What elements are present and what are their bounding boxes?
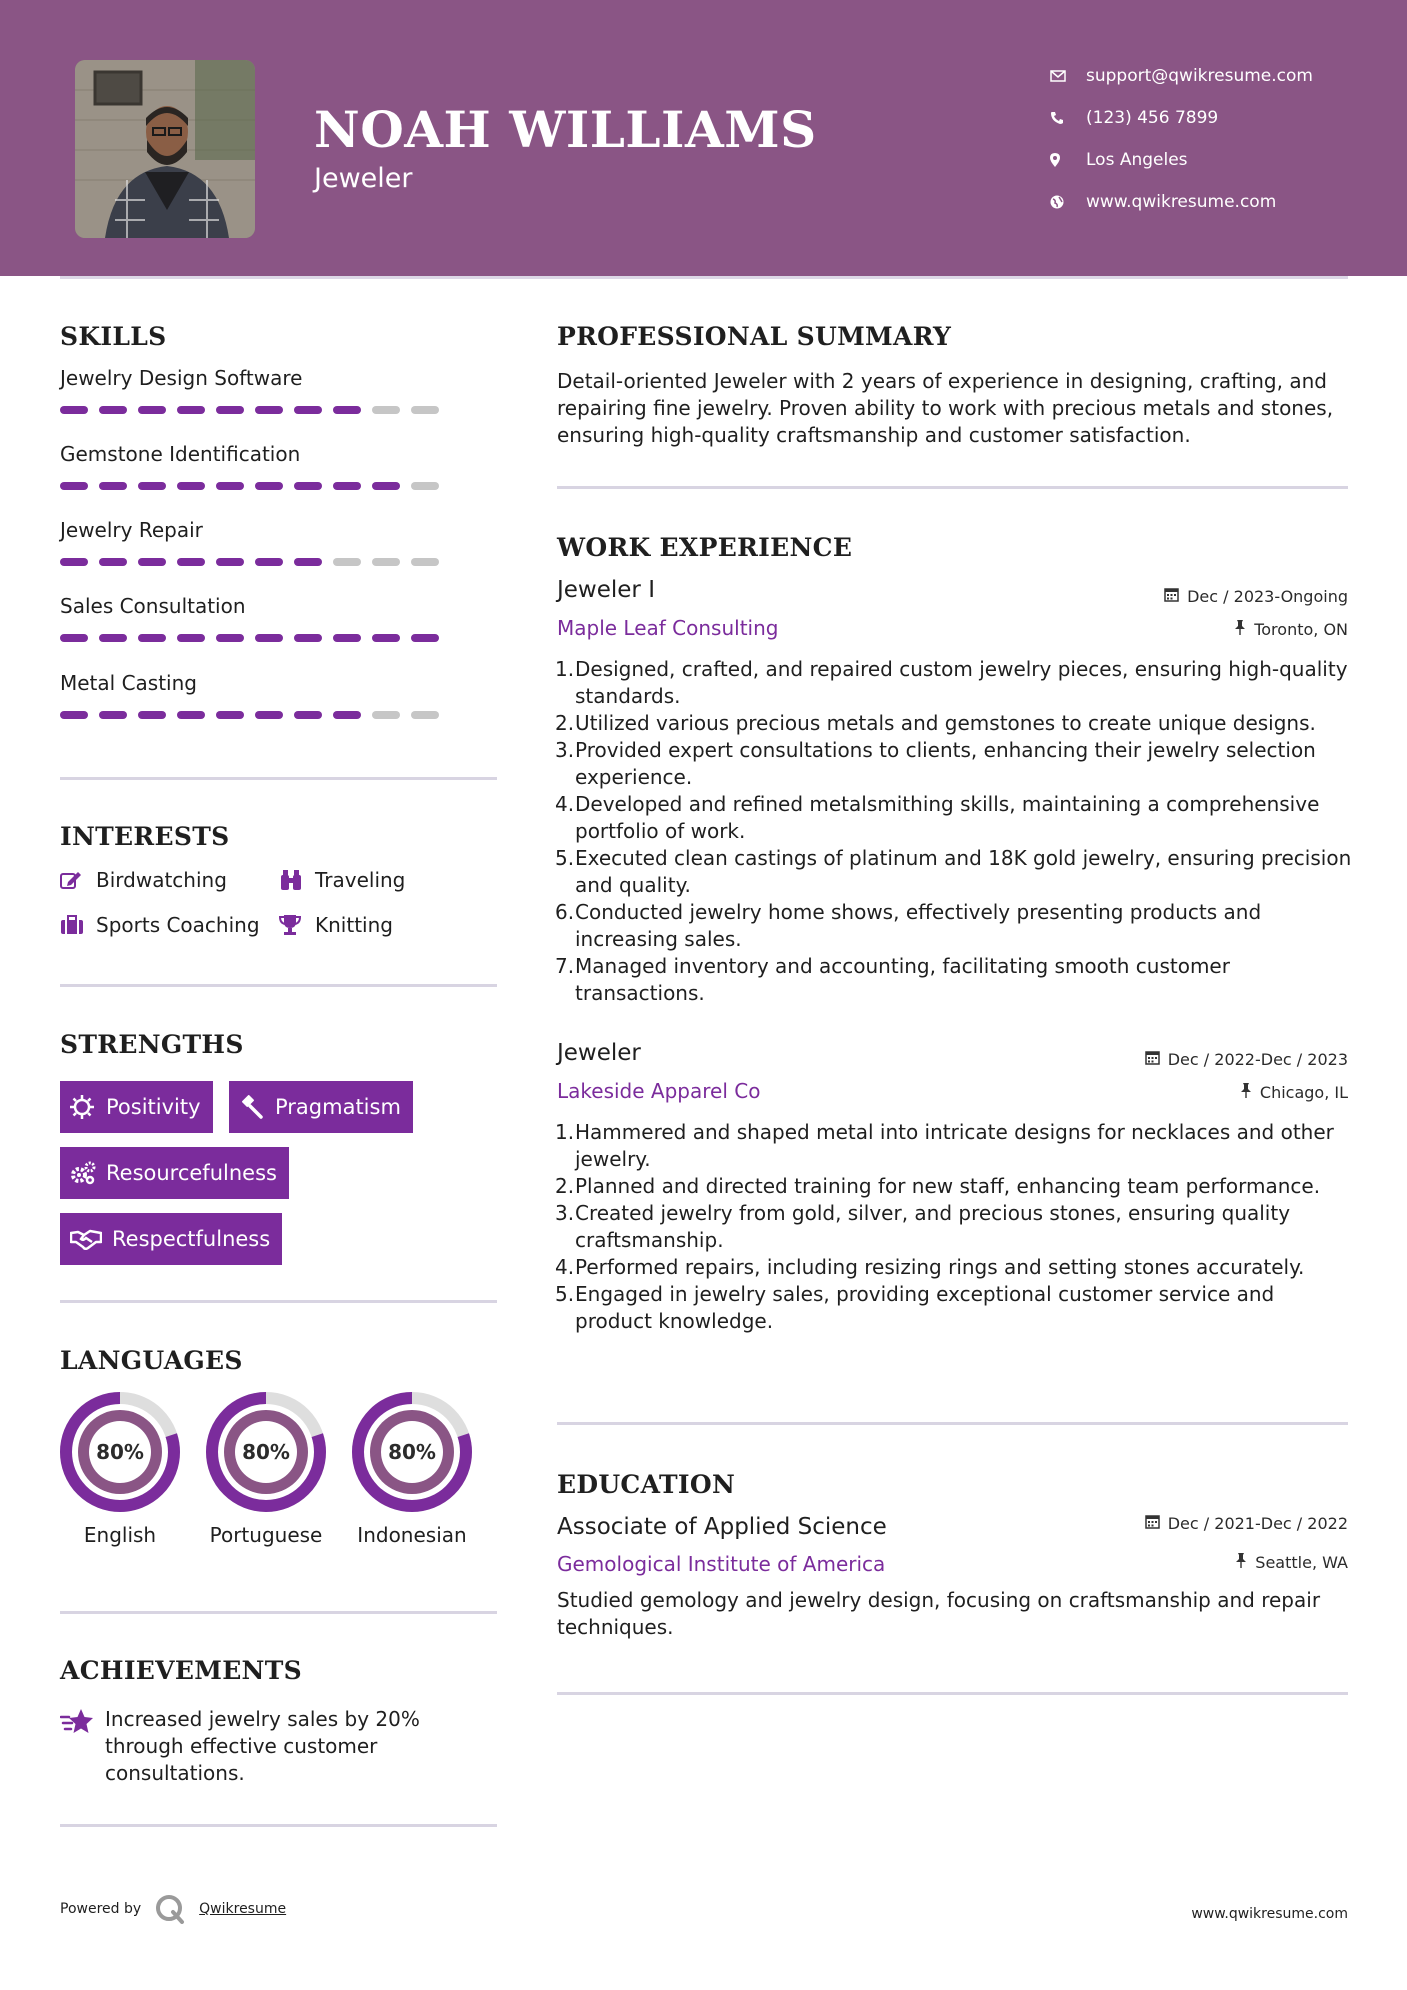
job-location-text: Toronto, ON bbox=[1254, 620, 1348, 639]
skill-dot bbox=[60, 406, 88, 414]
contact-email[interactable] bbox=[1050, 55, 1313, 97]
achievement-item bbox=[60, 1706, 460, 1787]
duty-text: Hammered and shaped metal into intricate designs for necklaces and other jewelry. bbox=[575, 1120, 1334, 1171]
skill-dot bbox=[294, 711, 322, 719]
skill-dot bbox=[138, 406, 166, 414]
duty-text: Developed and refined metalsmithing skills, maintaining a comprehensive portfolio of work. bbox=[575, 792, 1320, 843]
skill-item bbox=[60, 442, 500, 490]
phone-icon bbox=[1050, 108, 1086, 128]
skill-dot bbox=[60, 711, 88, 719]
interests-heading: INTERESTS bbox=[60, 822, 230, 851]
duty-text: Conducted jewelry home shows, effectively presenting products and increasing sales. bbox=[575, 900, 1262, 951]
pushpin-icon bbox=[1240, 1083, 1252, 1102]
skill-dot bbox=[99, 634, 127, 642]
education-location-text: Seattle, WA bbox=[1255, 1553, 1348, 1572]
job-title: Jeweler bbox=[557, 1040, 641, 1066]
duty-item: 2. Utilized various precious metals and gemstones to create unique designs. bbox=[555, 711, 1316, 735]
skill-dot bbox=[177, 634, 205, 642]
interest-label: Birdwatching bbox=[96, 868, 227, 892]
skill-dot bbox=[294, 558, 322, 566]
section-divider bbox=[557, 1692, 1348, 1695]
skill-dot bbox=[138, 711, 166, 719]
globe-icon bbox=[1050, 192, 1086, 212]
interest-label: Traveling bbox=[315, 868, 406, 892]
job-duties-list bbox=[557, 656, 1357, 1007]
strength-badge bbox=[60, 1147, 289, 1199]
strength-badge bbox=[60, 1081, 213, 1133]
powered-by bbox=[60, 1894, 286, 1924]
skill-dot bbox=[138, 558, 166, 566]
skill-dot bbox=[177, 482, 205, 490]
skill-dot bbox=[255, 634, 283, 642]
duty-text: Managed inventory and accounting, facilitating smooth customer transactions. bbox=[575, 954, 1230, 1005]
section-divider bbox=[557, 1422, 1348, 1425]
skill-dot bbox=[372, 711, 400, 719]
skill-dot bbox=[411, 406, 439, 414]
star-icon bbox=[60, 1706, 105, 1787]
job-location bbox=[1234, 620, 1348, 639]
contact-phone[interactable] bbox=[1050, 97, 1313, 139]
handshake-icon bbox=[70, 1227, 112, 1251]
duty-item: 3. Created jewelry from gold, silver, and precious stones, ensuring quality craftsmanship. bbox=[555, 1201, 1291, 1252]
language-item bbox=[196, 1390, 336, 1548]
duty-item: 1. Hammered and shaped metal into intricate designs for necklaces and other jewelry. bbox=[555, 1120, 1334, 1171]
degree-title: Associate of Applied Science bbox=[557, 1514, 887, 1540]
strength-badge bbox=[60, 1213, 282, 1265]
powered-by-label: Powered by bbox=[60, 1901, 142, 1917]
location-pin-icon bbox=[1050, 150, 1086, 170]
skill-dot bbox=[372, 482, 400, 490]
contact-list bbox=[1050, 55, 1313, 223]
duty-text: Planned and directed training for new staff, enhancing team performance. bbox=[575, 1174, 1321, 1198]
section-divider bbox=[557, 486, 1348, 489]
skill-item bbox=[60, 518, 500, 566]
interest-label: Sports Coaching bbox=[96, 913, 260, 937]
skill-dot bbox=[216, 482, 244, 490]
skill-name: Gemstone Identification bbox=[60, 442, 301, 466]
strength-label: Resourcefulness bbox=[106, 1161, 277, 1185]
school-name: Gemological Institute of America bbox=[557, 1552, 886, 1576]
company-name: Lakeside Apparel Co bbox=[557, 1079, 761, 1103]
gavel-icon bbox=[239, 1095, 275, 1119]
edit-icon bbox=[60, 868, 96, 892]
duty-item: 4. Developed and refined metalsmithing skills, maintaining a comprehensive portfolio of work. bbox=[555, 792, 1320, 843]
email-icon bbox=[1050, 66, 1086, 86]
education-description: Studied gemology and jewelry design, focusing on craftsmanship and repair techniques. bbox=[557, 1588, 1321, 1639]
contact-location bbox=[1050, 139, 1313, 181]
language-name: English bbox=[83, 1523, 157, 1547]
language-percent: 80% bbox=[96, 1440, 144, 1464]
duty-text: Engaged in jewelry sales, providing exceptional customer service and product knowledge. bbox=[575, 1282, 1275, 1333]
calendar-icon bbox=[1164, 587, 1179, 606]
job-dates-text: Dec / 2022-Dec / 2023 bbox=[1167, 1050, 1348, 1069]
briefcase-icon bbox=[60, 913, 96, 937]
skill-dot bbox=[294, 634, 322, 642]
duty-text: Designed, crafted, and repaired custom jewelry pieces, ensuring high-quality standards. bbox=[575, 657, 1348, 708]
skill-rating bbox=[60, 558, 500, 566]
language-ring bbox=[204, 1390, 328, 1514]
skill-dot bbox=[216, 406, 244, 414]
skill-dot bbox=[255, 558, 283, 566]
skill-name: Jewelry Design Software bbox=[60, 366, 303, 390]
skill-name: Jewelry Repair bbox=[60, 518, 203, 542]
skill-rating bbox=[60, 634, 500, 642]
skill-item bbox=[60, 366, 500, 414]
skill-item bbox=[60, 671, 500, 719]
job-dates bbox=[1145, 1050, 1348, 1069]
job-dates bbox=[1164, 587, 1348, 606]
languages-heading: LANGUAGES bbox=[60, 1346, 243, 1375]
skill-name: Metal Casting bbox=[60, 671, 197, 695]
section-divider bbox=[60, 777, 497, 780]
qwikresume-logo-icon bbox=[155, 1894, 185, 1924]
duty-item: 5. Executed clean castings of platinum and 18K gold jewelry, ensuring precision and quality. bbox=[555, 846, 1352, 897]
skill-dot bbox=[255, 482, 283, 490]
language-percent: 80% bbox=[242, 1440, 290, 1464]
skill-rating bbox=[60, 406, 500, 414]
calendar-icon bbox=[1145, 1514, 1160, 1533]
skill-dot bbox=[99, 406, 127, 414]
job-title: Jeweler I bbox=[557, 577, 655, 603]
duty-item: 6. Conducted jewelry home shows, effectively presenting products and increasing sales. bbox=[555, 900, 1262, 951]
section-divider bbox=[60, 984, 497, 987]
duty-item: 3. Provided expert consultations to clients, enhancing their jewelry selection experience. bbox=[555, 738, 1316, 789]
skill-dot bbox=[333, 711, 361, 719]
duty-text: Executed clean castings of platinum and 18K gold jewelry, ensuring precision and quality. bbox=[575, 846, 1352, 897]
skill-dot bbox=[60, 558, 88, 566]
skill-dot bbox=[99, 558, 127, 566]
skill-dot bbox=[333, 634, 361, 642]
job-location-text: Chicago, IL bbox=[1259, 1083, 1348, 1102]
duty-text: Created jewelry from gold, silver, and precious stones, ensuring quality craftsmanship. bbox=[575, 1201, 1291, 1252]
calendar-icon bbox=[1145, 1050, 1160, 1069]
education-heading: EDUCATION bbox=[557, 1470, 736, 1499]
skill-dot bbox=[138, 482, 166, 490]
skill-dot bbox=[177, 406, 205, 414]
skill-dot bbox=[294, 482, 322, 490]
interest-item bbox=[60, 868, 227, 892]
pushpin-icon bbox=[1235, 1553, 1247, 1572]
strength-label: Positivity bbox=[106, 1095, 201, 1119]
section-divider bbox=[60, 1611, 497, 1614]
duty-text: Utilized various precious metals and gemstones to create unique designs. bbox=[575, 711, 1316, 735]
candidate-title: Jeweler bbox=[314, 163, 413, 194]
skills-heading: SKILLS bbox=[60, 322, 167, 351]
contact-website[interactable] bbox=[1050, 181, 1313, 223]
skill-name: Sales Consultation bbox=[60, 594, 246, 618]
skill-dot bbox=[99, 711, 127, 719]
binoculars-icon bbox=[279, 868, 315, 892]
skill-rating bbox=[60, 711, 500, 719]
skill-dot bbox=[255, 406, 283, 414]
skill-dot bbox=[60, 482, 88, 490]
strengths-heading: STRENGTHS bbox=[60, 1030, 244, 1059]
language-percent: 80% bbox=[388, 1440, 436, 1464]
skill-rating bbox=[60, 482, 500, 490]
skill-item bbox=[60, 594, 500, 642]
skill-dot bbox=[255, 711, 283, 719]
strength-label: Pragmatism bbox=[275, 1095, 401, 1119]
education-location bbox=[1235, 1553, 1348, 1572]
skill-dot bbox=[138, 634, 166, 642]
skill-dot bbox=[216, 558, 244, 566]
education-dates bbox=[1145, 1514, 1348, 1533]
skill-dot bbox=[411, 558, 439, 566]
contact-phone-text: (123) 456 7899 bbox=[1086, 108, 1219, 128]
duty-item: 4. Performed repairs, including resizing rings and setting stones accurately. bbox=[555, 1255, 1305, 1279]
duty-item: 2. Planned and directed training for new staff, enhancing team performance. bbox=[555, 1174, 1321, 1198]
duty-item: 5. Engaged in jewelry sales, providing exceptional customer service and product knowledge. bbox=[555, 1282, 1275, 1333]
profile-photo bbox=[75, 60, 255, 238]
brand-link[interactable]: Qwikresume bbox=[199, 1901, 287, 1917]
language-item bbox=[342, 1390, 482, 1548]
header-banner bbox=[0, 0, 1407, 276]
skill-dot bbox=[60, 634, 88, 642]
summary-text: Detail-oriented Jeweler with 2 years of experience in designing, crafting, and repairing fine jewelry. Proven ability to work with precious metals and stones, ensuring high-quality craftsmanship and customer satisfaction. bbox=[557, 369, 1334, 447]
skill-dot bbox=[216, 634, 244, 642]
sun-icon bbox=[70, 1095, 106, 1119]
skill-dot bbox=[372, 406, 400, 414]
duty-text: Performed repairs, including resizing rings and setting stones accurately. bbox=[575, 1255, 1305, 1279]
candidate-name: NOAH WILLIAMS bbox=[314, 100, 817, 159]
language-ring bbox=[350, 1390, 474, 1514]
job-duties-list bbox=[557, 1119, 1357, 1335]
experience-heading: WORK EXPERIENCE bbox=[557, 533, 853, 562]
interest-item bbox=[60, 913, 260, 937]
skill-dot bbox=[294, 406, 322, 414]
duty-item: 7. Managed inventory and accounting, facilitating smooth customer transactions. bbox=[555, 954, 1230, 1005]
language-ring bbox=[58, 1390, 182, 1514]
section-divider bbox=[60, 1300, 497, 1303]
interest-label: Knitting bbox=[315, 913, 393, 937]
pushpin-icon bbox=[1234, 620, 1246, 639]
duty-text: Provided expert consultations to clients, enhancing their jewelry selection experience. bbox=[575, 738, 1316, 789]
skill-dot bbox=[99, 482, 127, 490]
education-dates-text: Dec / 2021-Dec / 2022 bbox=[1167, 1514, 1348, 1533]
skill-dot bbox=[372, 558, 400, 566]
header-divider bbox=[60, 276, 1348, 279]
skill-dot bbox=[372, 634, 400, 642]
language-name: Indonesian bbox=[357, 1523, 467, 1547]
company-name: Maple Leaf Consulting bbox=[557, 616, 779, 640]
language-item bbox=[50, 1390, 190, 1548]
job-location bbox=[1240, 1083, 1348, 1102]
strength-badge bbox=[229, 1081, 413, 1133]
section-divider bbox=[60, 1824, 497, 1827]
achievement-text: Increased jewelry sales by 20% through effective customer consultations. bbox=[105, 1707, 420, 1785]
duty-item: 1. Designed, crafted, and repaired custom jewelry pieces, ensuring high-quality standards. bbox=[555, 657, 1348, 708]
skill-dot bbox=[411, 711, 439, 719]
strength-label: Respectfulness bbox=[112, 1227, 271, 1251]
skill-dot bbox=[333, 558, 361, 566]
summary-heading: PROFESSIONAL SUMMARY bbox=[557, 322, 952, 351]
skill-dot bbox=[333, 482, 361, 490]
language-name: Portuguese bbox=[209, 1523, 323, 1547]
gears-icon bbox=[70, 1161, 106, 1185]
interest-item bbox=[279, 913, 393, 937]
skill-dot bbox=[177, 711, 205, 719]
skill-dot bbox=[411, 482, 439, 490]
contact-email-text: support@qwikresume.com bbox=[1086, 66, 1313, 86]
trophy-icon bbox=[279, 913, 315, 937]
achievements-heading: ACHIEVEMENTS bbox=[60, 1656, 302, 1685]
job-dates-text: Dec / 2023-Ongoing bbox=[1187, 587, 1348, 606]
interest-item bbox=[279, 868, 405, 892]
contact-website-text: www.qwikresume.com bbox=[1086, 192, 1277, 212]
contact-location-text: Los Angeles bbox=[1086, 150, 1188, 170]
skill-dot bbox=[177, 558, 205, 566]
skill-dot bbox=[333, 406, 361, 414]
skill-dot bbox=[216, 711, 244, 719]
footer-website[interactable]: www.qwikresume.com bbox=[1191, 1906, 1348, 1922]
skill-dot bbox=[411, 634, 439, 642]
